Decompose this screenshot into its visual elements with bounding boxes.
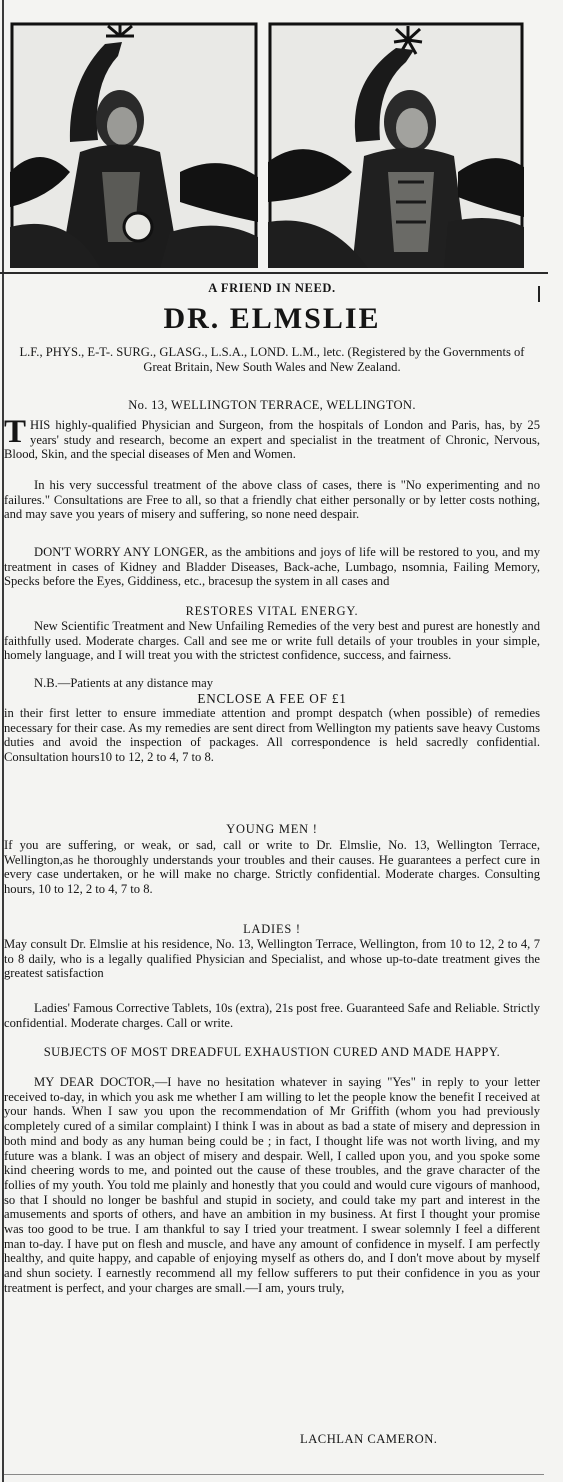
tablets-paragraph: Ladies' Famous Corrective Tablets, 10s (extra), 21s post free. Guaranteed Safe and Reliable. Strictly confidential. Moderate charges. Call or write. [4, 1001, 540, 1030]
young-men-paragraph: If you are suffering, or weak, or sad, call or write to Dr. Elmslie, No. 13, Wellington Terrace, Wellington,as he thoroughly understands your troubles and their causes. He guarantees a perfect cure in every case undertaken, or he will make no charge. Strictly confidential. Moderate charges. Consulting hours, 10 to 12, 2 to 4, 7 to 8. [4, 838, 540, 897]
left-illustration [10, 22, 258, 268]
ladies-paragraph: May consult Dr. Elmslie at his residence, No. 13, Wellington Terrace, Wellington, from 10 to 12, 2 to 4, 7 to 8 daily, who is a legally qualified Physician and Specialist, and whose up-to-date treatment gives the greatest satisfaction [4, 937, 540, 981]
treatment-paragraph: In his very successful treatment of the above class of cases, there is "No experimenting and no failures." Consultations are Free to all, so that a friendly chat either personally or by letter costs nothing, and may save you years of misery and suffering, so none need despair. [4, 478, 540, 522]
young-men-heading: YOUNG MEN ! [226, 822, 318, 836]
scientific-treatment-paragraph: New Scientific Treatment and New Unfailing Remedies of the very best and purest are honestly and faithfully used. Moderate charges. Call and see me or write full details of your troubles in your simple, homely language, and I will treat you with the strictest confidence, success, and fairness. [4, 619, 540, 663]
restores-heading: RESTORES VITAL ENERGY. [185, 604, 359, 618]
testimonial-letter: MY DEAR DOCTOR,—I have no hesitation whatever in saying "Yes" in reply to your letter received to-day, in which you ask me whether I am willing to let the people know the benefit I received at your hands. When I saw you upon the recommendation of Mr Griffith (whom you had previously completely cured of a similar complaint) I think I was in about as bad a state of misery and depression in both mind and body as any human being could be ; in fact, I thought life was not worth living, and my future was a blank. I was an object of misery and despair. Well, I called upon you, and you spoke some kind cheering words to me, and pointed out the cause of these troubles, and the grave character of the follies of my youth. You told me plainly and honestly that you could and would cure vigours of manhood, so that I should no longer be bashful and stupid in society, and could take my part and interest in the amusements and sports of others, and have an ambition in my business. At first I thought your promise was too good to be true. I am thankful to say I tried your treatment. I swear solemnly I feel a different man to-day. I have put on flesh and muscle, and have any amount of confidence in myself. I am perfectly healthy, and quite happy, and capable of enjoying myself as others do, and I don't move about by myself and shun society. I earnestly recommend all my fellow sufferers to put their confidence in you as your treatment is perfect, and your charges are small.—I am, yours truly, [4, 1075, 540, 1295]
drop-cap: T [4, 414, 27, 450]
right-illustration [268, 22, 524, 268]
dont-worry-paragraph: DON'T WORRY ANY LONGER, as the ambitions and joys of life will be restored to you, and my treatment in cases of Kidney and Bladder Diseases, Back-ache, Lumbago, nsomnia, Failing Memory, Specks before the Eyes, Giddiness, etc., bracesup the system in all cases and [4, 545, 540, 589]
kicker-heading: A FRIEND IN NEED. [208, 281, 336, 295]
credentials: L.F., PHYS., E-T-. SURG., GLASG., L.S.A., LOND. L.M., letc. (Registered by the Governments of Great Britain, New South Wales and New Zealand. [19, 345, 525, 374]
fee-heading: ENCLOSE A FEE OF £1 [197, 691, 347, 706]
doctor-name-title: DR. ELMSLIE [163, 302, 381, 335]
fee-paragraph: in their first letter to ensure immediate attention and prompt despatch (when possible) of remedies necessary for their case. As my remedies are sent direct from Wellington my patients save heavy Customs duties and avoid the inspection of packages. All correspondence is held sacredly confidential. Consultation hours10 to 12, 2 to 4, 7 to 8. [4, 706, 540, 765]
illustration-divider [0, 272, 548, 274]
testimonial-signature: LACHLAN CAMERON. [300, 1432, 438, 1446]
bottom-rule [4, 1474, 544, 1475]
intro-text: HIS highly-qualified Physician and Surgeon, from the hospitals of London and Paris, has, by 25 years' study and research, become an expert and specialist in the treatment of Chronic, Nervous, Blood, Skin, and the special diseases of Men and Women. [4, 418, 540, 462]
testimonial-heading: SUBJECTS OF MOST DREADFUL EXHAUSTION CURED AND MADE HAPPY. [43, 1045, 501, 1059]
address-line: No. 13, WELLINGTON TERRACE, WELLINGTON. [128, 398, 416, 412]
nb-paragraph: N.B.—Patients at any distance may [34, 676, 214, 690]
intro-paragraph [4, 414, 540, 462]
ladies-heading: LADIES ! [243, 922, 301, 936]
